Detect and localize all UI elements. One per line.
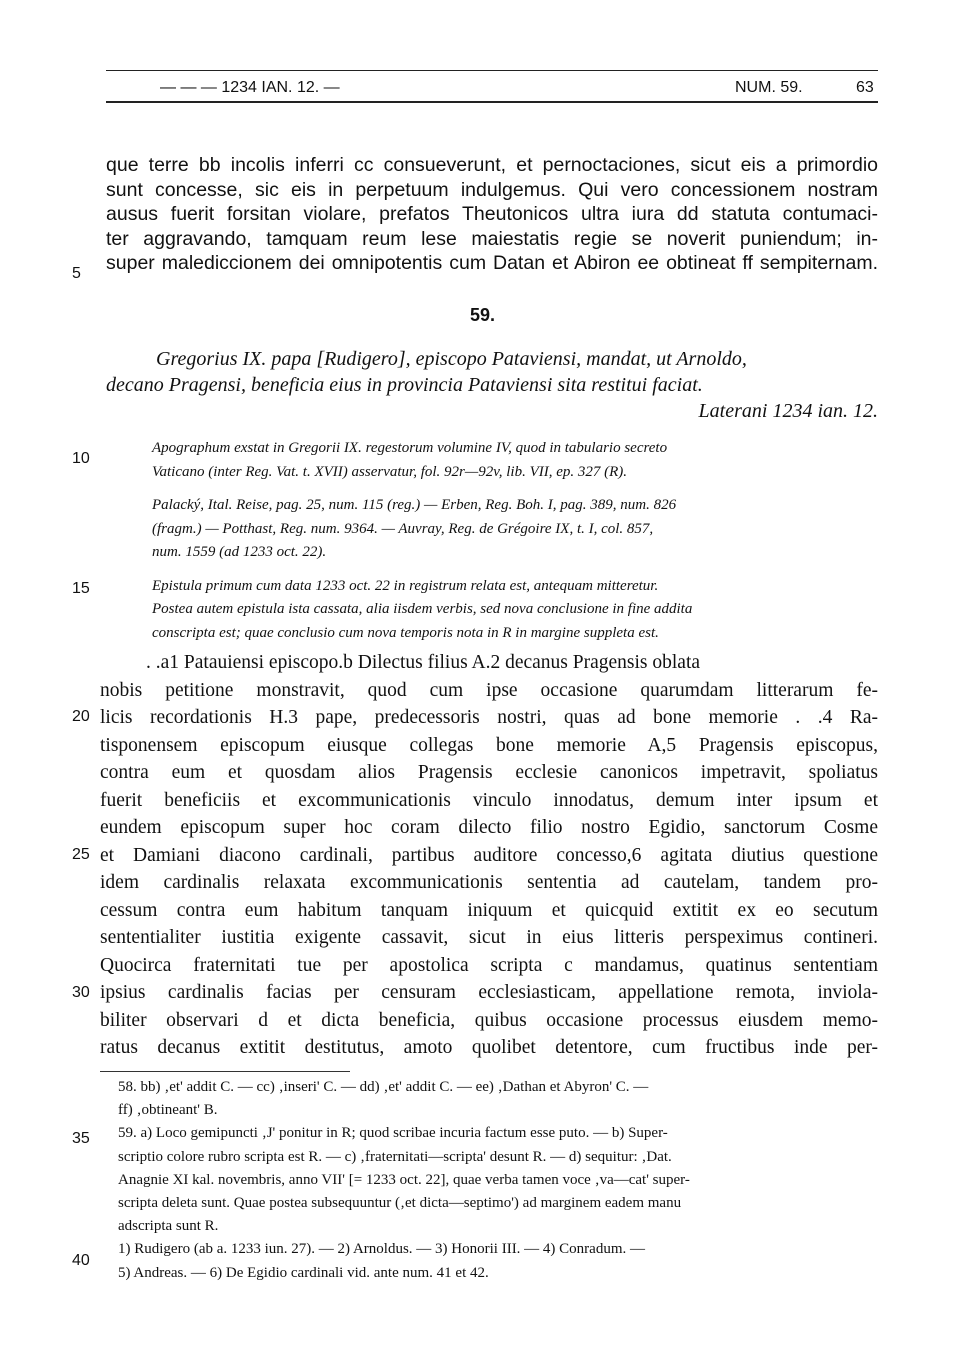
apparatus-line: Palacký, Ital. Reise, pag. 25, num. 115 (reg.) — Erben, Reg. Boh. I, pag. 389, num. 826 (152, 497, 677, 513)
body-line: ratus decanus extitit destitutus, amoto quolibet detentore, cum fructibus inde per- (100, 1037, 878, 1058)
line-number: 30 (72, 984, 90, 1001)
body-line: sententialiter iustitia exigente cassavit, sicut in eius litteris perspeximus contineri. (100, 927, 878, 948)
apparatus-line: conscripta est; quae conclusio cum nova temporis nota in R in margine suppleta est. (152, 624, 659, 641)
apparatus-line: Apographum exstat in Gregorii IX. regestorum volumine IV, quod in tabulario secreto (152, 440, 668, 456)
apparatus-line: Postea autem epistula ista cassata, alia iisdem verbis, sed nova conclusione in fine addita (152, 601, 693, 617)
apparatus-line: num. 1559 (ad 1233 oct. 22). (152, 544, 327, 560)
page-number: 63 (856, 79, 874, 96)
text-line: sunt concesse, sic eis in perpetuum indulgemus. Qui vero concessionem nostram (106, 178, 878, 201)
top-paragraph (106, 153, 878, 276)
body-line: licis recordationis H.3 pape, predecessoris nostri, quas ad bone memorie . .4 Ra- (100, 707, 878, 728)
footnote-line: 1) Rudigero (ab a. 1233 iun. 27). — 2) Arnoldus. — 3) Honorii III. — 4) Conradum. — (118, 1241, 646, 1258)
footnote-line: adscripta sunt R. (118, 1218, 219, 1235)
footnote-line: 58. bb) ‚et' addit C. — cc) ‚inseri' C. — dd) ‚et' addit C. — ee) ‚Dathan et Abyron' C. — (118, 1079, 649, 1095)
text-line: ausus fuerit forsitan violare, prefatos Theutonicos ultra iura dd statuta contumaci- (106, 203, 878, 226)
footnotes (118, 1076, 878, 1285)
apparatus-line: Epistula primum cum data 1233 oct. 22 in registrum relata est, antequam mitteretur. (152, 577, 659, 594)
line-number: 35 (72, 1130, 90, 1147)
text-line: ter aggravando, tamquam reum lese maiestatis regie se noverit puniendum; in- (106, 227, 878, 250)
line-number: 25 (72, 846, 90, 863)
document-number: 59. (470, 305, 496, 325)
body-line: eundem episcopum super hoc coram dilecto filio nostro Egidio, sanctorum Cosme (100, 817, 878, 838)
body-line: . .a1 Patauiensi episcopo.b Dilectus filius A.2 decanus Pragensis oblata (146, 652, 701, 673)
body-line: contra eum et quosdam alios Pragensis ecclesie canonicos impetravit, spoliatus (100, 762, 878, 783)
running-header-number: NUM. 59. (735, 79, 803, 96)
header-rule-bottom (106, 101, 878, 103)
regest (106, 346, 878, 424)
footnote-line: ff) ‚obtineant' B. (118, 1102, 218, 1119)
line-number: 10 (72, 450, 90, 467)
body-line: idem cardinalis relaxata excommunicationis sententia ad cautelam, tandem pro- (100, 872, 878, 893)
body-line: et Damiani diacono cardinali, partibus auditore concesso,6 agitata diutius questione (100, 844, 878, 866)
running-header-date: — — — 1234 IAN. 12. — (160, 79, 340, 96)
header-rule-top (106, 70, 878, 71)
footnote-line: 59. a) Loco gemipuncti ‚J' ponitur in R; quod scribae incuria factum esse puto. — b) Super- (118, 1125, 668, 1142)
line-number: 20 (72, 708, 90, 725)
body-line: Quocirca fraternitati tue per apostolica scripta c mandamus, quatinus sententiam (100, 954, 878, 976)
document-body (100, 649, 878, 1062)
text-line: que terre bb incolis inferri cc consueverunt, et pernoctaciones, sicut eis a primordio (106, 154, 878, 176)
source-apparatus (152, 437, 878, 645)
body-line: ipsius cardinalis facias per censuram ecclesiasticam, appellatione remota, inviola- (100, 982, 878, 1003)
footnote-rule (100, 1071, 350, 1072)
line-number: 40 (72, 1252, 90, 1269)
regest-line: decano Pragensi, beneficia eius in provincia Pataviensi sita restitui faciat. (106, 374, 703, 396)
line-number: 15 (72, 580, 90, 597)
body-line: biliter observari d et dicta beneficia, quibus occasione processus eiusdem memo- (100, 1009, 878, 1031)
line-number: 5 (72, 265, 81, 282)
footnote-line: 5) Andreas. — 6) De Egidio cardinali vid. ante num. 41 et 42. (118, 1264, 489, 1281)
regest-date: Laterani 1234 ian. 12. (698, 400, 878, 422)
footnote-line: Anagnie XI kal. novembris, anno VII' [= 1233 oct. 22], quae verba tamen voce ‚va—cat' super- (118, 1171, 690, 1188)
body-line: cessum contra eum habitum tanquam iniquum et quicquid extitit ex eo secutum (100, 899, 878, 921)
body-line: tisponensem episcopum eiusque collegas bone memorie A,5 Pragensis episcopus, (100, 734, 878, 756)
body-line: nobis petitione monstravit, quod cum ipse occasione quarumdam litterarum fe- (100, 679, 878, 701)
apparatus-line: (fragm.) — Potthast, Reg. num. 9364. — Auvray, Reg. de Grégoire IX, t. I, col. 857, (152, 520, 654, 537)
footnote-line: scriptio colore rubro scripta est R. — c) ‚fraternitati—scripta' desunt R. — d) sequitur: ‚Dat. (118, 1148, 672, 1165)
footnote-line: scripta deleta sunt. Quae postea subsequuntur (‚et dicta—septimo') ad marginem eadem manu (118, 1194, 682, 1211)
text-line: super malediccionem dei omnipotentis cum Datan et Abiron ee obtineat ff sempiternam. (106, 252, 878, 275)
regest-line: Gregorius IX. papa [Rudigero], episcopo Pataviensi, mandat, ut Arnoldo, (156, 348, 747, 370)
apparatus-line: Vaticano (inter Reg. Vat. t. XVII) asservatur, fol. 92r—92v, lib. VII, ep. 327 (R). (152, 463, 628, 480)
body-line: fuerit beneficiis et excommunicationis vinculo innodatus, demum inter ipsum et (100, 789, 878, 811)
